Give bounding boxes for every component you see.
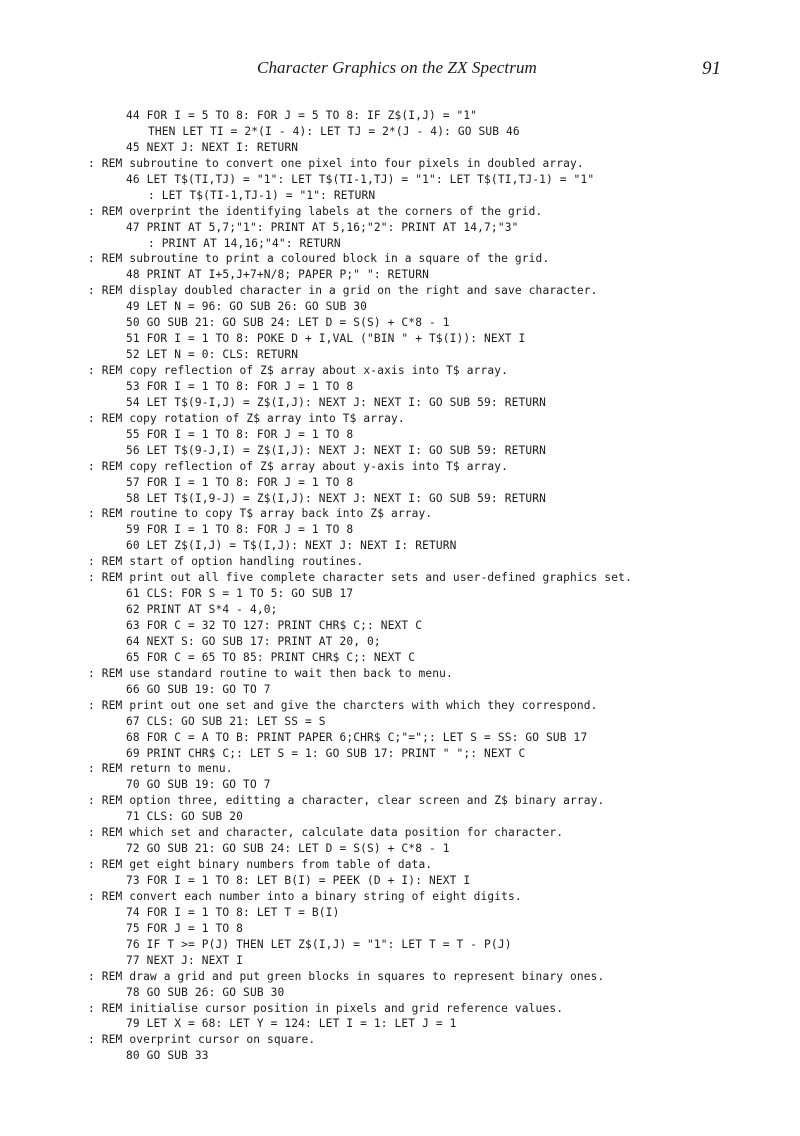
rem-comment-line: : REM copy rotation of Z$ array into T$ array. [88, 411, 405, 425]
code-line: 46 LET T$(TI,TJ) = "1": LET T$(TI-1,TJ) = "1": LET T$(TI,TJ-1) = "1" [126, 172, 595, 186]
rem-comment-line: : REM subroutine to print a coloured block in a square of the grid. [88, 252, 550, 266]
code-line: 49 LET N = 96: GO SUB 26: GO SUB 30 [126, 300, 367, 314]
rem-comment-line: : REM return to menu. [88, 762, 233, 776]
code-line: 64 NEXT S: GO SUB 17: PRINT AT 20, 0; [126, 634, 381, 648]
code-line: 65 FOR C = 65 TO 85: PRINT CHR$ C;: NEXT C [126, 650, 416, 664]
page-header [0, 58, 800, 86]
code-line: 76 IF T >= P(J) THEN LET Z$(I,J) = "1": LET T = T - P(J) [126, 937, 512, 951]
code-line: : LET T$(TI-1,TJ-1) = "1": RETURN [148, 188, 376, 202]
code-line: 55 FOR I = 1 TO 8: FOR J = 1 TO 8 [126, 427, 354, 441]
code-line: 59 FOR I = 1 TO 8: FOR J = 1 TO 8 [126, 523, 354, 537]
code-line: 77 NEXT J: NEXT I [126, 953, 244, 967]
code-line: 54 LET T$(9-I,J) = Z$(I,J): NEXT J: NEXT I: GO SUB 59: RETURN [126, 395, 547, 409]
rem-comment-line: : REM overprint cursor on square. [88, 1033, 316, 1047]
running-title: Character Graphics on the ZX Spectrum [257, 58, 537, 77]
rem-comment-line: : REM copy reflection of Z$ array about y-axis into T$ array. [88, 459, 509, 473]
code-line: 50 GO SUB 21: GO SUB 24: LET D = S(S) + C*8 - 1 [126, 316, 450, 330]
code-line: 79 LET X = 68: LET Y = 124: LET I = 1: LET J = 1 [126, 1017, 457, 1031]
rem-comment-line: : REM print out all five complete character sets and user-defined graphics set. [88, 571, 632, 585]
code-line: 75 FOR J = 1 TO 8 [126, 921, 244, 935]
code-line: 70 GO SUB 19: GO TO 7 [126, 778, 271, 792]
code-line: 73 FOR I = 1 TO 8: LET B(I) = PEEK (D + I): NEXT I [126, 874, 471, 887]
rem-comment-line: : REM copy reflection of Z$ array about x-axis into T$ array. [88, 364, 509, 377]
code-line: 52 LET N = 0: CLS: RETURN [126, 348, 299, 362]
rem-comment-line: : REM option three, editting a character, clear screen and Z$ binary array. [88, 794, 605, 808]
code-line: 58 LET T$(I,9-J) = Z$(I,J): NEXT J: NEXT I: GO SUB 59: RETURN [126, 491, 547, 505]
code-line: 71 CLS: GO SUB 20 [126, 810, 244, 824]
code-line: 53 FOR I = 1 TO 8: FOR J = 1 TO 8 [126, 379, 354, 393]
code-line: 67 CLS: GO SUB 21: LET SS = S [126, 714, 326, 728]
code-line: 57 FOR I = 1 TO 8: FOR J = 1 TO 8 [126, 475, 354, 489]
rem-comment-line: : REM routine to copy T$ array back into Z$ array. [88, 507, 433, 521]
rem-comment-line: : REM use standard routine to wait then back to menu. [88, 666, 453, 680]
rem-comment-line: : REM draw a grid and put green blocks in squares to represent binary ones. [88, 969, 605, 983]
basic-program-listing [0, 108, 800, 1064]
code-line: 63 FOR C = 32 TO 127: PRINT CHR$ C;: NEXT C [126, 619, 423, 632]
code-line: 45 NEXT J: NEXT I: RETURN [126, 140, 299, 154]
code-line: 78 GO SUB 26: GO SUB 30 [126, 985, 285, 999]
code-line: 62 PRINT AT S*4 - 4,0; [126, 603, 278, 617]
rem-comment-line: : REM which set and character, calculate data position for character. [88, 826, 564, 840]
rem-comment-line: : REM start of option handling routines. [88, 555, 364, 569]
rem-comment-line: : REM overprint the identifying labels at the corners of the grid. [88, 204, 543, 218]
code-line: 48 PRINT AT I+5,J+7+N/8; PAPER P;" ": RETURN [126, 268, 429, 282]
rem-comment-line: : REM initialise cursor position in pixels and grid reference values. [88, 1001, 564, 1015]
code-line: 69 PRINT CHR$ C;: LET S = 1: GO SUB 17: PRINT " ";: NEXT C [126, 746, 526, 760]
code-line: 60 LET Z$(I,J) = T$(I,J): NEXT J: NEXT I: RETURN [126, 539, 457, 553]
page-number: 91 [702, 58, 721, 79]
code-line: 61 CLS: FOR S = 1 TO 5: GO SUB 17 [126, 587, 354, 601]
rem-comment-line: : REM convert each number into a binary string of eight digits. [88, 889, 522, 903]
rem-comment-line: : REM get eight binary numbers from table of data. [88, 858, 433, 872]
code-line: 51 FOR I = 1 TO 8: POKE D + I,VAL ("BIN " + T$(I)): NEXT I [126, 332, 526, 346]
rem-comment-line: : REM print out one set and give the charcters with which they correspond. [88, 698, 598, 712]
code-line: 66 GO SUB 19: GO TO 7 [126, 682, 271, 696]
code-line: 44 FOR I = 5 TO 8: FOR J = 5 TO 8: IF Z$(I,J) = "1" [126, 109, 478, 122]
code-line: 68 FOR C = A TO B: PRINT PAPER 6;CHR$ C;"=";: LET S = SS: GO SUB 17 [126, 730, 588, 744]
code-line: 56 LET T$(9-J,I) = Z$(I,J): NEXT J: NEXT I: GO SUB 59: RETURN [126, 443, 547, 457]
code-line: 47 PRINT AT 5,7;"1": PRINT AT 5,16;"2": PRINT AT 14,7;"3" [126, 220, 519, 234]
rem-comment-line: : REM subroutine to convert one pixel into four pixels in doubled array. [88, 156, 584, 170]
code-line: 72 GO SUB 21: GO SUB 24: LET D = S(S) + C*8 - 1 [126, 842, 450, 856]
code-line: : PRINT AT 14,16;"4": RETURN [148, 236, 341, 250]
code-line: 74 FOR I = 1 TO 8: LET T = B(I) [126, 905, 340, 919]
rem-comment-line: : REM display doubled character in a grid on the right and save character. [88, 284, 598, 298]
code-line: THEN LET TI = 2*(I - 4): LET TJ = 2*(J - 4): GO SUB 46 [148, 124, 520, 138]
code-line: 80 GO SUB 33 [126, 1049, 209, 1063]
